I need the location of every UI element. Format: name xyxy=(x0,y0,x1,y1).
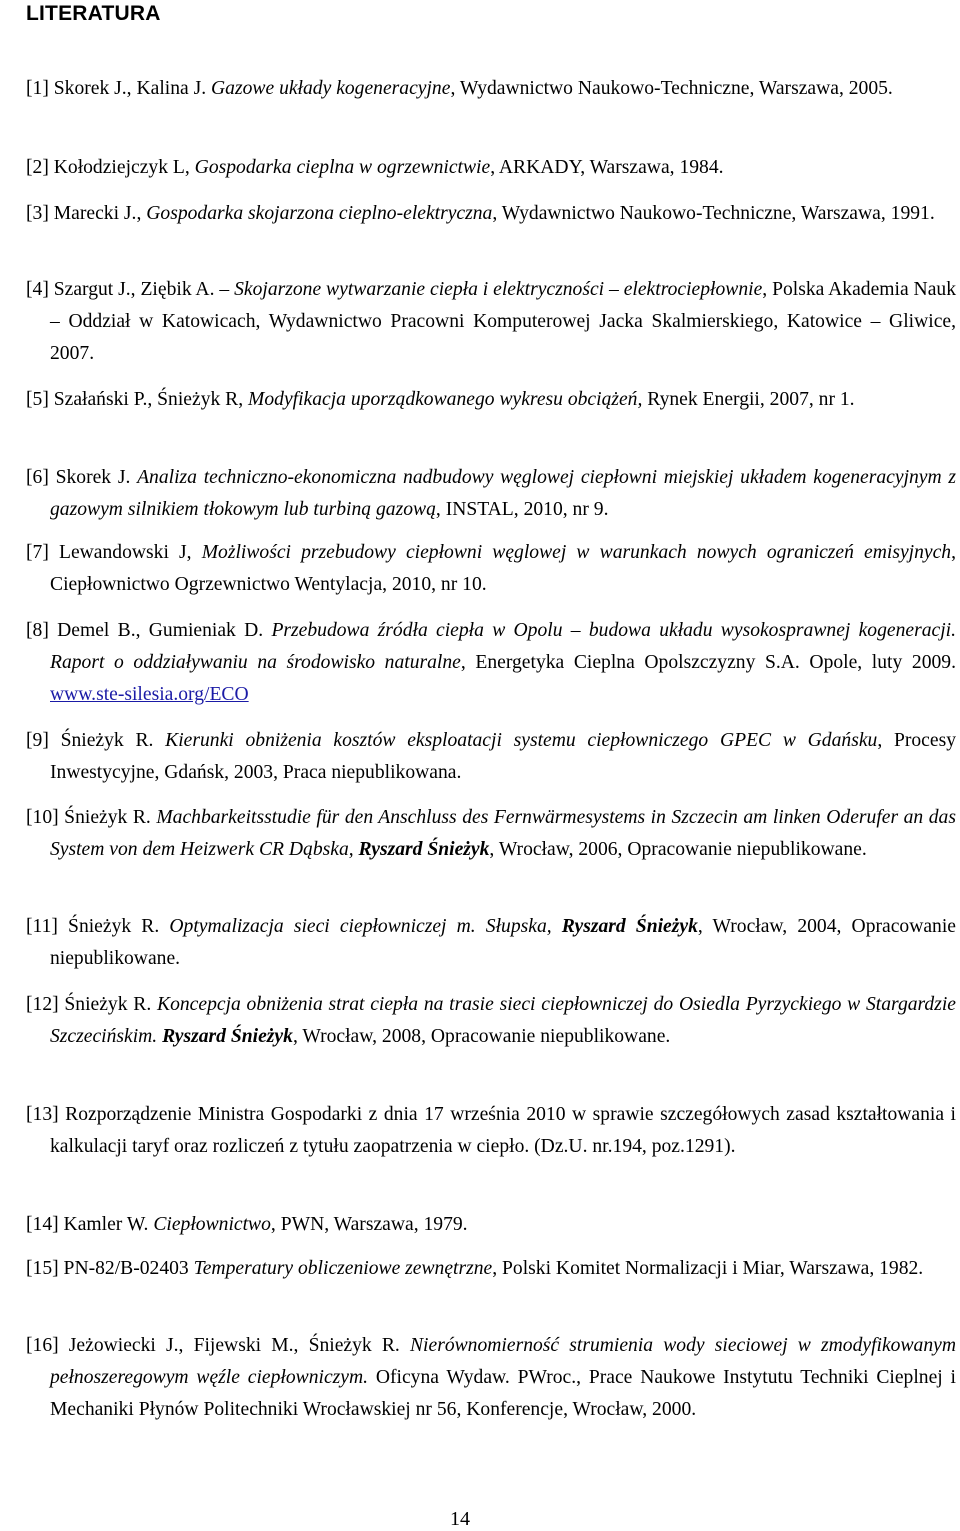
reference-text: , Wrocław, 2004, Opracowanie niepublikowane. xyxy=(50,916,956,969)
reference-text: , Procesy Inwestycyjne, Gdańsk, 2003, Praca niepublikowana. xyxy=(50,730,956,783)
reference-text: Oficyna Wydaw. PWroc., Prace Naukowe Instytutu Techniki Cieplnej i Mechaniki Płynów Politechniki Wrocławskiej nr 56, Konferencje, Wrocław, 2000. xyxy=(50,1367,956,1420)
reference-title-text: Możliwości przebudowy ciepłowni węglowej w warunkach nowych ograniczeń emisyjnych xyxy=(201,542,952,563)
reference-title-text: Modyfikacja uporządkowanego wykresu obciążeń, xyxy=(248,389,643,410)
reference-text: , Ciepłownictwo Ogrzewnictwo Wentylacja, 2010, nr 10. xyxy=(50,542,957,595)
reference-text: , Polski Komitet Normalizacji i Miar, Warszawa, 1982. xyxy=(492,1258,924,1279)
reference-title-text: Koncepcja obniżenia strat ciepła na trasie sieci ciepłowniczej do Osiedla Pyrzyckiego w Stargardzie Szczecińskim. xyxy=(50,994,956,1047)
reference-text: [10] Śnieżyk R. xyxy=(26,807,157,828)
reference-item xyxy=(26,537,956,601)
reference-item xyxy=(26,911,956,975)
reference-title-text: Ryszard Śnieżyk xyxy=(358,839,490,860)
reference-title-text: Optymalizacja sieci ciepłowniczej m. Słupska, xyxy=(169,916,562,937)
reference-text: [12] Śnieżyk R. xyxy=(26,994,158,1015)
reference-item xyxy=(26,615,956,711)
reference-title-text: Gazowe układy kogeneracyjne xyxy=(211,78,451,99)
reference-text: [3] Marecki J., xyxy=(26,203,147,224)
reference-title-text: Kierunki obniżenia kosztów eksploatacji systemu ciepłowniczego GPEC w Gdańsku xyxy=(165,730,878,751)
reference-text: , Wrocław, 2006, Opracowanie niepublikowane. xyxy=(489,839,867,860)
reference-text: [15] PN-82/B-02403 xyxy=(26,1258,194,1279)
reference-text: , Polska Akademia Nauk – Oddział w Katowicach, Wydawnictwo Pracowni Komputerowej Jacka Skalmierskiego, Katowice – Gliwice, 2007. xyxy=(50,279,956,364)
reference-item xyxy=(26,989,956,1053)
reference-title-text: Gospodarka skojarzona cieplno-elektryczna xyxy=(146,203,493,224)
reference-item xyxy=(26,384,956,416)
reference-text: , Wydawnictwo Naukowo-Techniczne, Warszawa, 1991. xyxy=(492,203,935,224)
reference-text: , PWN, Warszawa, 1979. xyxy=(270,1214,468,1235)
reference-link[interactable]: www.ste-silesia.org/ECO xyxy=(50,684,249,705)
reference-title-text: Ryszard Śnieżyk xyxy=(561,916,698,937)
reference-item xyxy=(26,725,956,789)
reference-text: [5] Szałański P., Śnieżyk R, xyxy=(26,389,249,410)
reference-item xyxy=(26,462,956,526)
reference-text: [11] Śnieżyk R. xyxy=(26,916,170,937)
reference-text: [16] Jeżowiecki J., Fijewski M., Śnieżyk R. xyxy=(26,1335,410,1356)
reference-item xyxy=(26,1253,956,1285)
reference-item xyxy=(26,152,956,184)
page-title: LITERATURA xyxy=(26,2,161,25)
reference-text: [14] Kamler W. xyxy=(26,1214,154,1235)
reference-item xyxy=(26,198,956,230)
reference-title-text: Ciepłownictwo xyxy=(153,1214,271,1235)
reference-text: [6] Skorek J. xyxy=(26,467,138,488)
reference-text: , INSTAL, 2010, nr 9. xyxy=(435,499,609,520)
reference-title-text: Przebudowa źródła ciepła w Opolu – budowa układu wysokosprawnej kogeneracji. Raport o oddziaływaniu na środowisko naturalne xyxy=(50,620,956,673)
reference-title-text: – Skojarzone wytwarzanie ciepła i elektryczności – elektrociepłownie xyxy=(219,279,763,300)
reference-item xyxy=(26,274,956,370)
reference-item xyxy=(26,73,956,105)
reference-title-text: Ryszard Śnieżyk xyxy=(162,1026,293,1047)
reference-title-text: Temperatury obliczeniowe zewnętrzne xyxy=(193,1258,493,1279)
reference-text: [7] Lewandowski J, xyxy=(26,542,202,563)
reference-item xyxy=(26,1330,956,1426)
reference-item xyxy=(26,802,956,866)
reference-title-text: Machbarkeitsstudie für den Anschluss des Fernwärmesystems in Szczecin am linken Oderufer an das System von dem Heizwerk CR Dąbska, xyxy=(50,807,956,860)
reference-item xyxy=(26,1099,956,1163)
reference-item xyxy=(26,1209,956,1241)
reference-title-text: Nierównomierność strumienia wody sieciowej w zmodyfikowanym pełnoszeregowym węźle ciepłowniczym. xyxy=(50,1335,956,1388)
reference-text: [8] Demel B., Gumieniak D. xyxy=(26,620,272,641)
reference-title-text: Analiza techniczno-ekonomiczna nadbudowy węglowej ciepłowni miejskiej układem kogeneracyjnym z gazowym silnikiem tłokowym lub turbiną gazową xyxy=(50,467,957,520)
reference-title-text: Gospodarka cieplna w ogrzewnictwie xyxy=(194,157,491,178)
reference-text: , ARKADY, Warszawa, 1984. xyxy=(490,157,724,178)
reference-text: Rynek Energii, 2007, nr 1. xyxy=(642,389,855,410)
reference-text: [1] Skorek J., Kalina J. xyxy=(26,78,212,99)
reference-text: [4] Szargut J., Ziębik A. xyxy=(26,279,220,300)
reference-text: , Wydawnictwo Naukowo-Techniczne, Warszawa, 2005. xyxy=(450,78,893,99)
reference-text: [2] Kołodziejczyk L, xyxy=(26,157,195,178)
page-number: 14 xyxy=(450,1508,470,1530)
reference-text: [9] Śnieżyk R. xyxy=(26,730,166,751)
reference-text: [13] Rozporządzenie Ministra Gospodarki z dnia 17 września 2010 w sprawie szczegółowych zasad kształtowania i kalkulacji taryf oraz rozliczeń z tytułu zaopatrzenia w ciepło. (Dz.U. nr.194, poz.1291). xyxy=(26,1104,956,1157)
reference-text: , Wrocław, 2008, Opracowanie niepublikowane. xyxy=(292,1026,671,1047)
reference-text: , Energetyka Cieplna Opolszczyzny S.A. Opole, luty 2009. xyxy=(460,652,956,673)
